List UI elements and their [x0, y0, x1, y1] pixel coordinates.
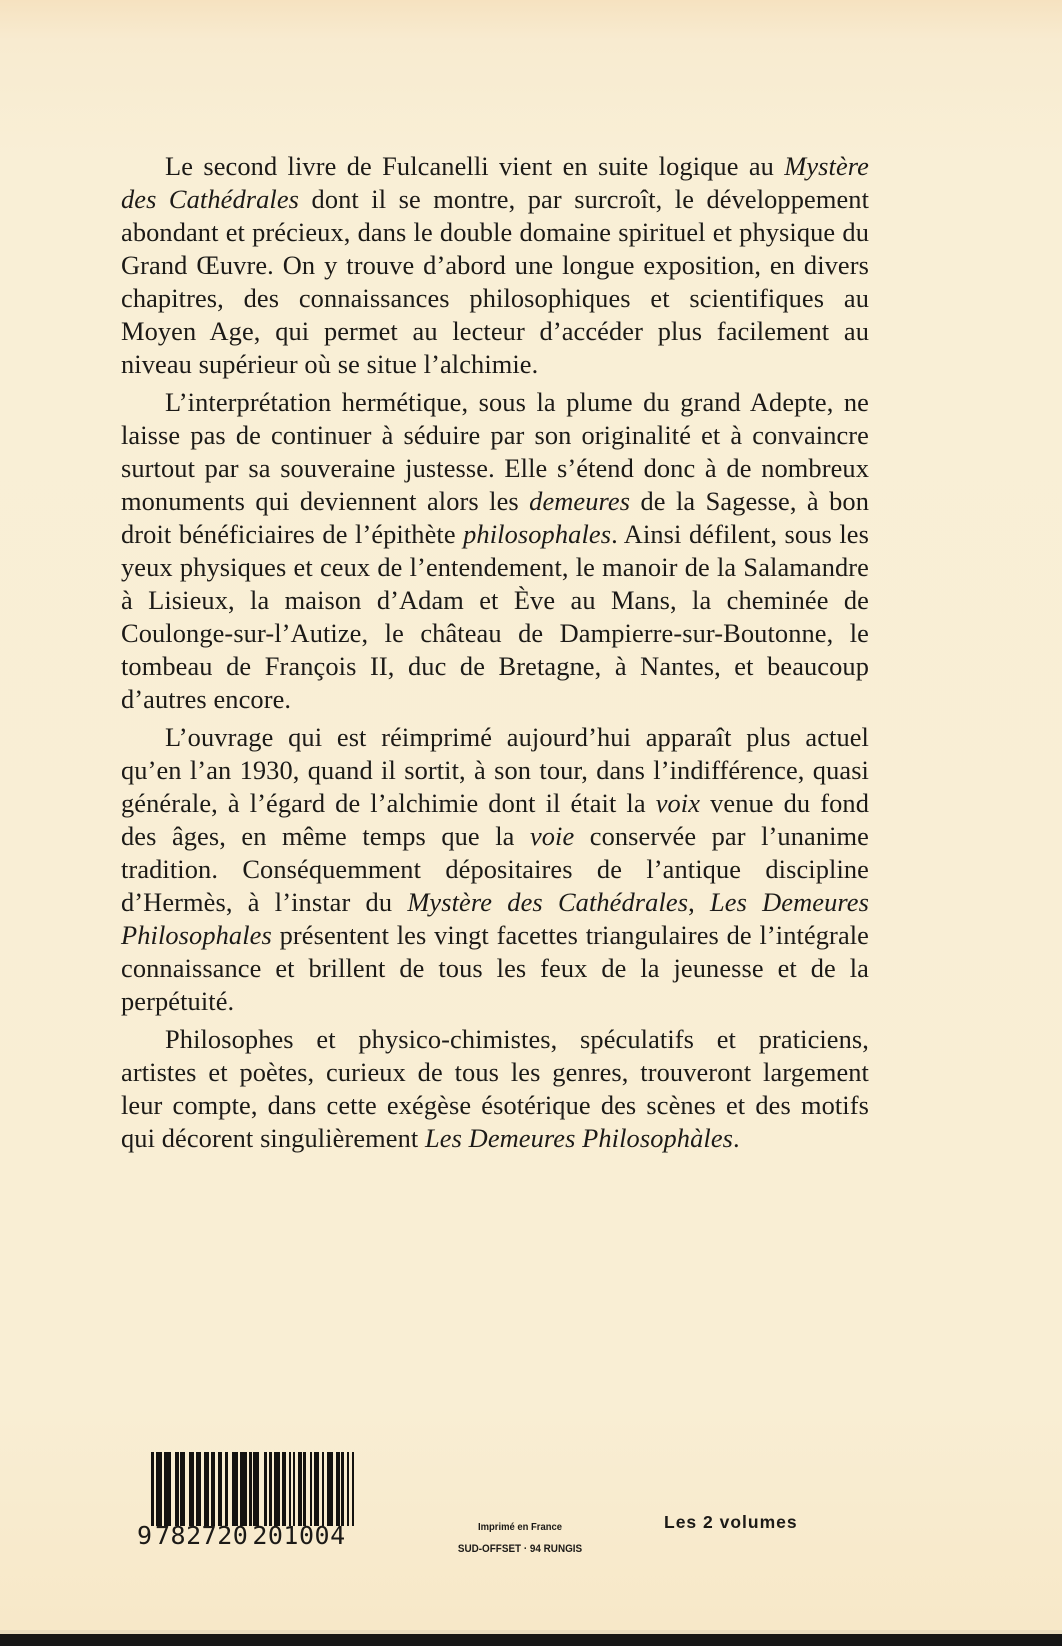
italic-title-text: Mystère des Cathédrales [407, 887, 689, 917]
paragraph-text: Le second livre de Fulcanelli vient en suite logique au [165, 151, 785, 181]
italic-title-text: philosophales [463, 519, 612, 549]
paragraph-text: . Ainsi défilent, sous les yeux physiques et ceux de l’entendement, le manoir de la Salamandre à Lisieux, la maison d’Adam et Ève au Mans, la cheminée de Coulonge-sur-l’Autize, le château de Dampierre-sur-Boutonne, le tombeau de François II, duc de Bretagne, à Nantes, et beaucoup d’autres encore. [121, 519, 869, 714]
isbn-group-2: 782720 [155, 1521, 249, 1550]
isbn-group-1: 9 [137, 1521, 153, 1550]
paragraph-text: , [688, 887, 710, 917]
paragraph-text: dont il se montre, par surcroît, le développement abondant et précieux, dans le double domaine spirituel et physique du Grand Œuvre. On y trouve d’abord une longue exposition, en divers chapitres, des connaissances philosophiques et scientifiques au Moyen Age, qui permet au lecteur d’accéder plus facilement au niveau supérieur où se situe l’alchimie. [121, 184, 870, 379]
italic-title-text: Les Demeures Philosophàles [425, 1123, 734, 1153]
italic-title-text: demeures [529, 486, 631, 516]
paragraph-text: conservée par l’unanime tradition. Conséquemment dépositaires de l’antique discipline d’Hermès, à l’instar du [121, 821, 869, 917]
paragraph-text: présentent les vingt facettes triangulaires de l’intégrale connaissance et brillent de tous les feux de la jeunesse et de la perpétuité. [121, 920, 869, 1016]
paragraph-text: venue du fond des âges, en même temps que la [121, 788, 869, 851]
printer-name: SUD-OFFSET · 94 RUNGIS [457, 1543, 583, 1555]
italic-title-text: Mystère des Cathédrales [121, 151, 869, 214]
paragraph-text: L’ouvrage qui est réimprimé aujourd’hui apparaît plus actuel qu’en l’an 1930, quand il sortit, à son tour, dans l’indifférence, quasi générale, à l’égard de l’alchimie dont il était la [121, 722, 869, 818]
blurb-paragraph-4 [121, 1023, 869, 1155]
paragraph-text: L’interprétation hermétique, sous la plume du grand Adepte, ne laisse pas de continuer à séduire par son originalité et à convaincre surtout par sa souveraine justesse. Elle s’étend donc à de nombreux monuments qui deviennent alors les [121, 387, 869, 516]
italic-title-text: voie [529, 821, 575, 851]
paragraph-text: de la Sagesse, à bon droit bénéficiaires de l’épithète [121, 486, 869, 549]
isbn-barcode [137, 1452, 365, 1550]
printed-in-france: Imprimé en France [477, 1521, 563, 1533]
isbn-number [137, 1522, 346, 1550]
paragraph-text: Philosophes et physico-chimistes, spéculatifs et praticiens, artistes et poètes, curieux de tous les genres, trouveront largement leur compte, dans cette exégèse ésotérique des scènes et des motifs qui décorent singulièrement [121, 1024, 869, 1153]
isbn-group-3: 201004 [252, 1521, 346, 1550]
blurb-paragraph-1 [121, 150, 869, 381]
blurb-paragraph-2 [121, 386, 869, 716]
italic-title-text: Les Demeures Philosophales [121, 887, 869, 950]
italic-title-text: voix [655, 788, 701, 818]
barcode-icon [151, 1452, 355, 1526]
blurb-paragraph-3 [121, 721, 869, 1018]
blurb-text [121, 150, 869, 1160]
volumes-label: Les 2 volumes [664, 1512, 798, 1532]
paragraph-text: . [733, 1123, 740, 1153]
printer-imprint [420, 1520, 620, 1556]
